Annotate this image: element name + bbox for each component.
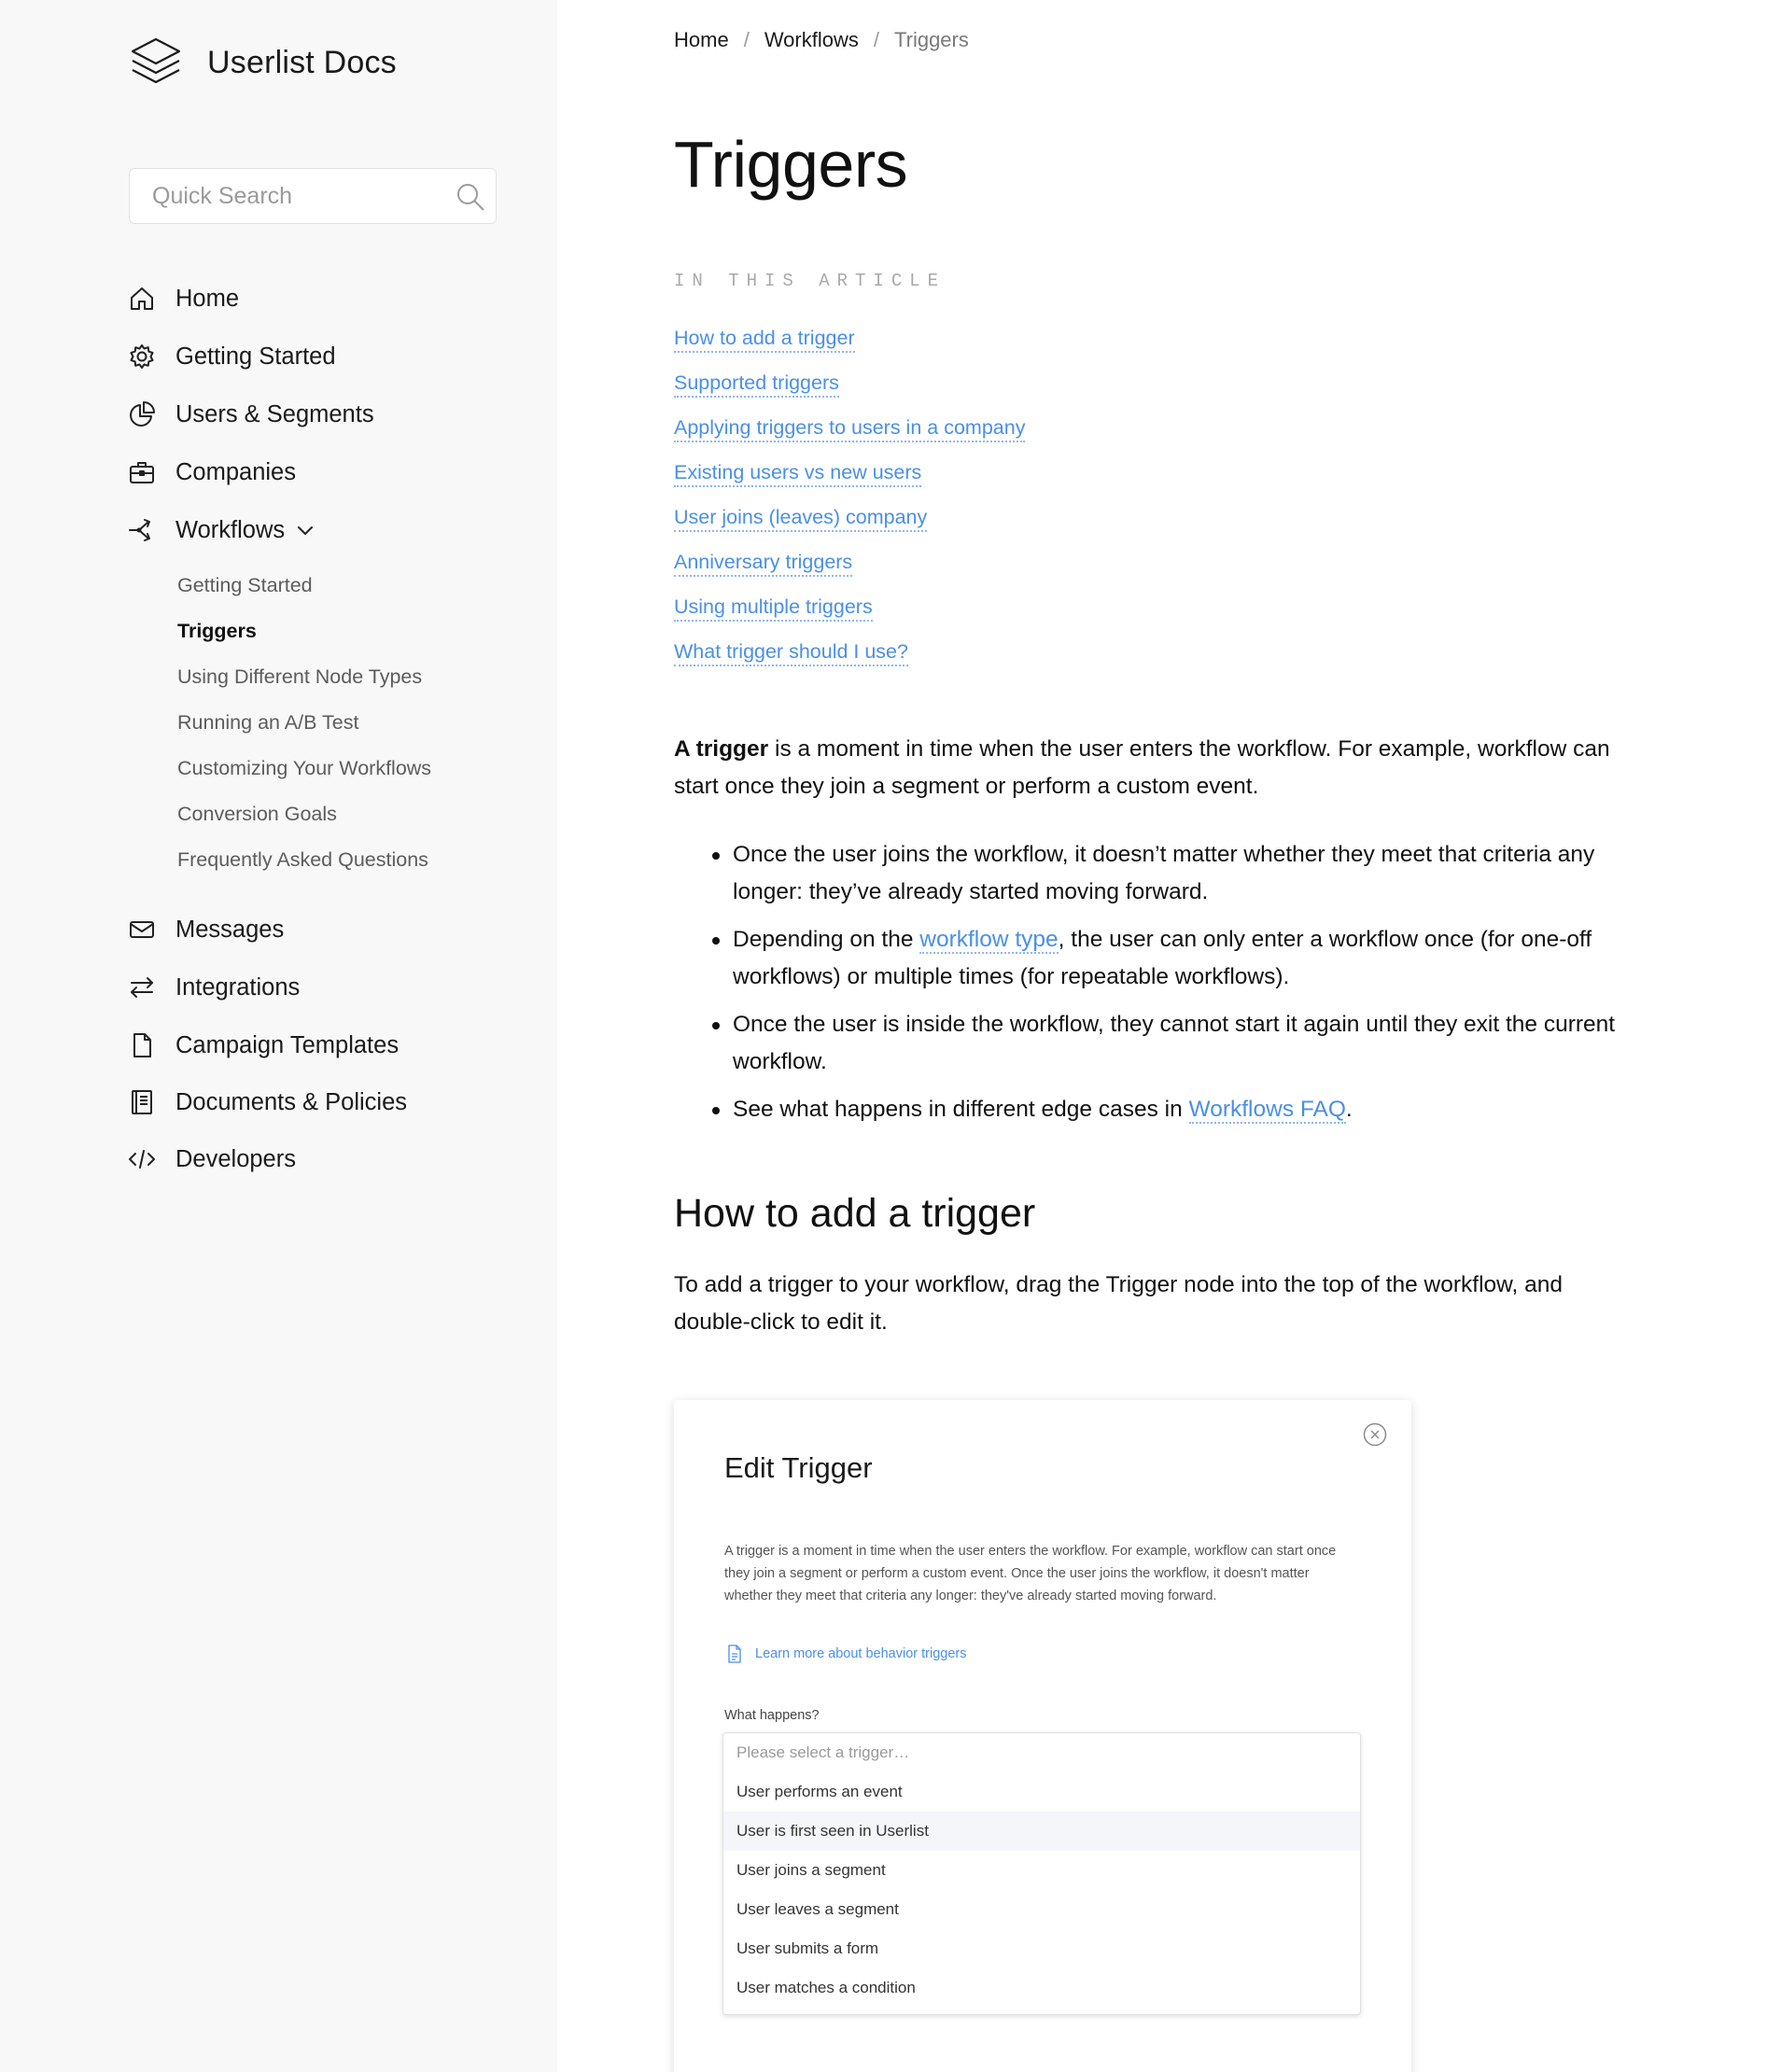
dropdown-option[interactable]: User matches a condition: [736, 1979, 916, 1996]
bullet-text: .: [1345, 1097, 1353, 1122]
sidebar-item-label: Workflows: [175, 516, 286, 543]
edit-trigger-screenshot: [674, 1400, 1411, 2072]
quick-search: [129, 168, 497, 224]
code-icon: [127, 1144, 157, 1174]
list-item: [674, 1006, 1617, 1081]
logo[interactable]: [127, 34, 397, 91]
list-item: [674, 1091, 1617, 1128]
app-title: Userlist Docs: [207, 44, 397, 80]
sidebar-item-label: Companies: [175, 458, 296, 485]
trigger-dropdown: [722, 1732, 1361, 2015]
toc-link[interactable]: Using multiple triggers: [674, 595, 873, 622]
breadcrumb-current: Triggers: [894, 28, 969, 51]
toc-link[interactable]: User joins (leaves) company: [674, 506, 927, 532]
toc-link[interactable]: Applying triggers to users in a company: [674, 416, 1025, 442]
sidebar-subitem-ab-test[interactable]: Running an A/B Test: [177, 711, 359, 734]
sidebar-subitem-triggers[interactable]: Triggers: [177, 620, 257, 642]
page-title: Triggers: [674, 128, 908, 201]
sidebar-item-messages[interactable]: [127, 911, 284, 948]
sidebar-item-label: Home: [175, 285, 240, 312]
breadcrumb-home[interactable]: Home: [674, 28, 729, 51]
sidebar-item-label: Getting Started: [175, 343, 336, 370]
sidebar-item-getting-started[interactable]: [127, 338, 336, 375]
workflows-faq-link[interactable]: Workflows FAQ: [1188, 1097, 1346, 1122]
section-paragraph: To add a trigger to your workflow, drag the Trigger node into the top of the workflow, and double-click to edit it.: [674, 1272, 1563, 1335]
sidebar-item-workflows[interactable]: [127, 511, 316, 549]
arrows-exchange-icon: [127, 973, 157, 1002]
learn-more-label: Learn more about behavior triggers: [755, 1646, 967, 1661]
bullet-text: Once the user joins the workflow, it doesn’t matter whether they meet that criteria any longer: they’ve already started moving forward.: [733, 842, 1595, 904]
toc-link[interactable]: Anniversary triggers: [674, 551, 852, 577]
sidebar-item-label: Messages: [175, 916, 285, 943]
sidebar-subitem-node-types[interactable]: Using Different Node Types: [177, 665, 423, 688]
list-item: [674, 921, 1617, 996]
breadcrumb-workflows[interactable]: Workflows: [764, 28, 859, 51]
sidebar-subitem-customizing[interactable]: Customizing Your Workflows: [177, 757, 432, 779]
bullet-text: See what happens in different edge cases in: [733, 1097, 1189, 1122]
intro-paragraph: [674, 731, 1617, 805]
toc-link[interactable]: What trigger should I use?: [674, 640, 908, 666]
home-icon: [127, 284, 157, 314]
learn-more-link[interactable]: [726, 1645, 967, 1663]
dropdown-placeholder: Please select a trigger…: [736, 1743, 910, 1761]
sidebar-item-label: Integrations: [175, 973, 301, 1001]
sidebar-item-label: Campaign Templates: [175, 1031, 400, 1058]
dropdown-option[interactable]: User leaves a segment: [736, 1900, 899, 1918]
sidebar-subitem-conversion-goals[interactable]: Conversion Goals: [177, 803, 337, 825]
section-heading: How to add a trigger: [674, 1191, 1036, 1236]
list-item: [674, 836, 1617, 911]
toc-link[interactable]: Supported triggers: [674, 371, 839, 398]
dropdown-option[interactable]: User joins a segment: [736, 1861, 886, 1879]
dialog-description: A trigger is a moment in time when the user enters the workflow. For example, workflow can start once they join a segment or perform a custom event. Once the user joins the workflow, it doesn't matter whether they meet that criteria any longer: they've already started moving forward.: [724, 1544, 1337, 1603]
breadcrumb: [674, 28, 969, 52]
dropdown-option[interactable]: User is first seen in Userlist: [723, 1812, 1360, 1851]
envelope-icon: [127, 915, 157, 945]
toc-link[interactable]: How to add a trigger: [674, 327, 855, 353]
file-icon: [127, 1030, 157, 1060]
what-happens-label: What happens?: [724, 1708, 820, 1723]
bullet-text: , the user can only enter a workflow once (for one-off workflows) or multiple times (for repeatable workflows).: [733, 927, 1592, 989]
search-icon[interactable]: [455, 181, 486, 213]
sidebar-item-label: Users & Segments: [175, 400, 374, 427]
sidebar-item-home[interactable]: [127, 280, 239, 317]
sidebar-item-campaign-templates[interactable]: [127, 1027, 399, 1064]
sidebar-item-label: Documents & Policies: [175, 1088, 408, 1115]
toc-heading: IN THIS ARTICLE: [674, 271, 947, 291]
workflow-type-link[interactable]: workflow type: [919, 927, 1059, 952]
sidebar-item-companies[interactable]: [127, 454, 296, 491]
workflow-icon: [127, 515, 157, 545]
toc-link[interactable]: Existing users vs new users: [674, 461, 921, 487]
gear-icon: [127, 342, 157, 371]
sidebar-item-integrations[interactable]: [127, 969, 300, 1006]
sidebar: [0, 0, 557, 2072]
dialog-title: Edit Trigger: [724, 1451, 873, 1484]
sidebar-item-users-segments[interactable]: [127, 396, 374, 433]
sidebar-subitem-getting-started[interactable]: Getting Started: [177, 574, 313, 596]
bullet-text: Depending on the: [733, 927, 920, 952]
chevron-down-icon: [294, 519, 316, 541]
sidebar-item-developers[interactable]: [127, 1141, 296, 1178]
close-icon[interactable]: [1363, 1422, 1387, 1447]
layers-logo-icon: [127, 34, 185, 91]
sidebar-item-label: Developers: [175, 1145, 296, 1172]
document-icon: [726, 1645, 743, 1663]
pie-chart-icon: [127, 399, 157, 429]
intro-text: is a moment in time when the user enters the workflow. For example, workflow can start once they join a segment or perform a custom event.: [674, 736, 1610, 799]
bullet-text: Once the user is inside the workflow, they cannot start it again until they exit the current workflow.: [733, 1012, 1616, 1074]
breadcrumb-separator: /: [873, 28, 879, 51]
search-input[interactable]: [130, 169, 438, 223]
briefcase-icon: [127, 457, 157, 487]
breadcrumb-separator: /: [743, 28, 750, 51]
dropdown-option[interactable]: User submits a form: [736, 1939, 879, 1957]
intro-bold: A trigger: [674, 736, 769, 762]
dropdown-option[interactable]: User performs an event: [736, 1783, 903, 1800]
sidebar-item-documents-policies[interactable]: [127, 1084, 407, 1121]
sidebar-subitem-faq[interactable]: Frequently Asked Questions: [177, 848, 428, 871]
book-icon: [127, 1087, 157, 1117]
